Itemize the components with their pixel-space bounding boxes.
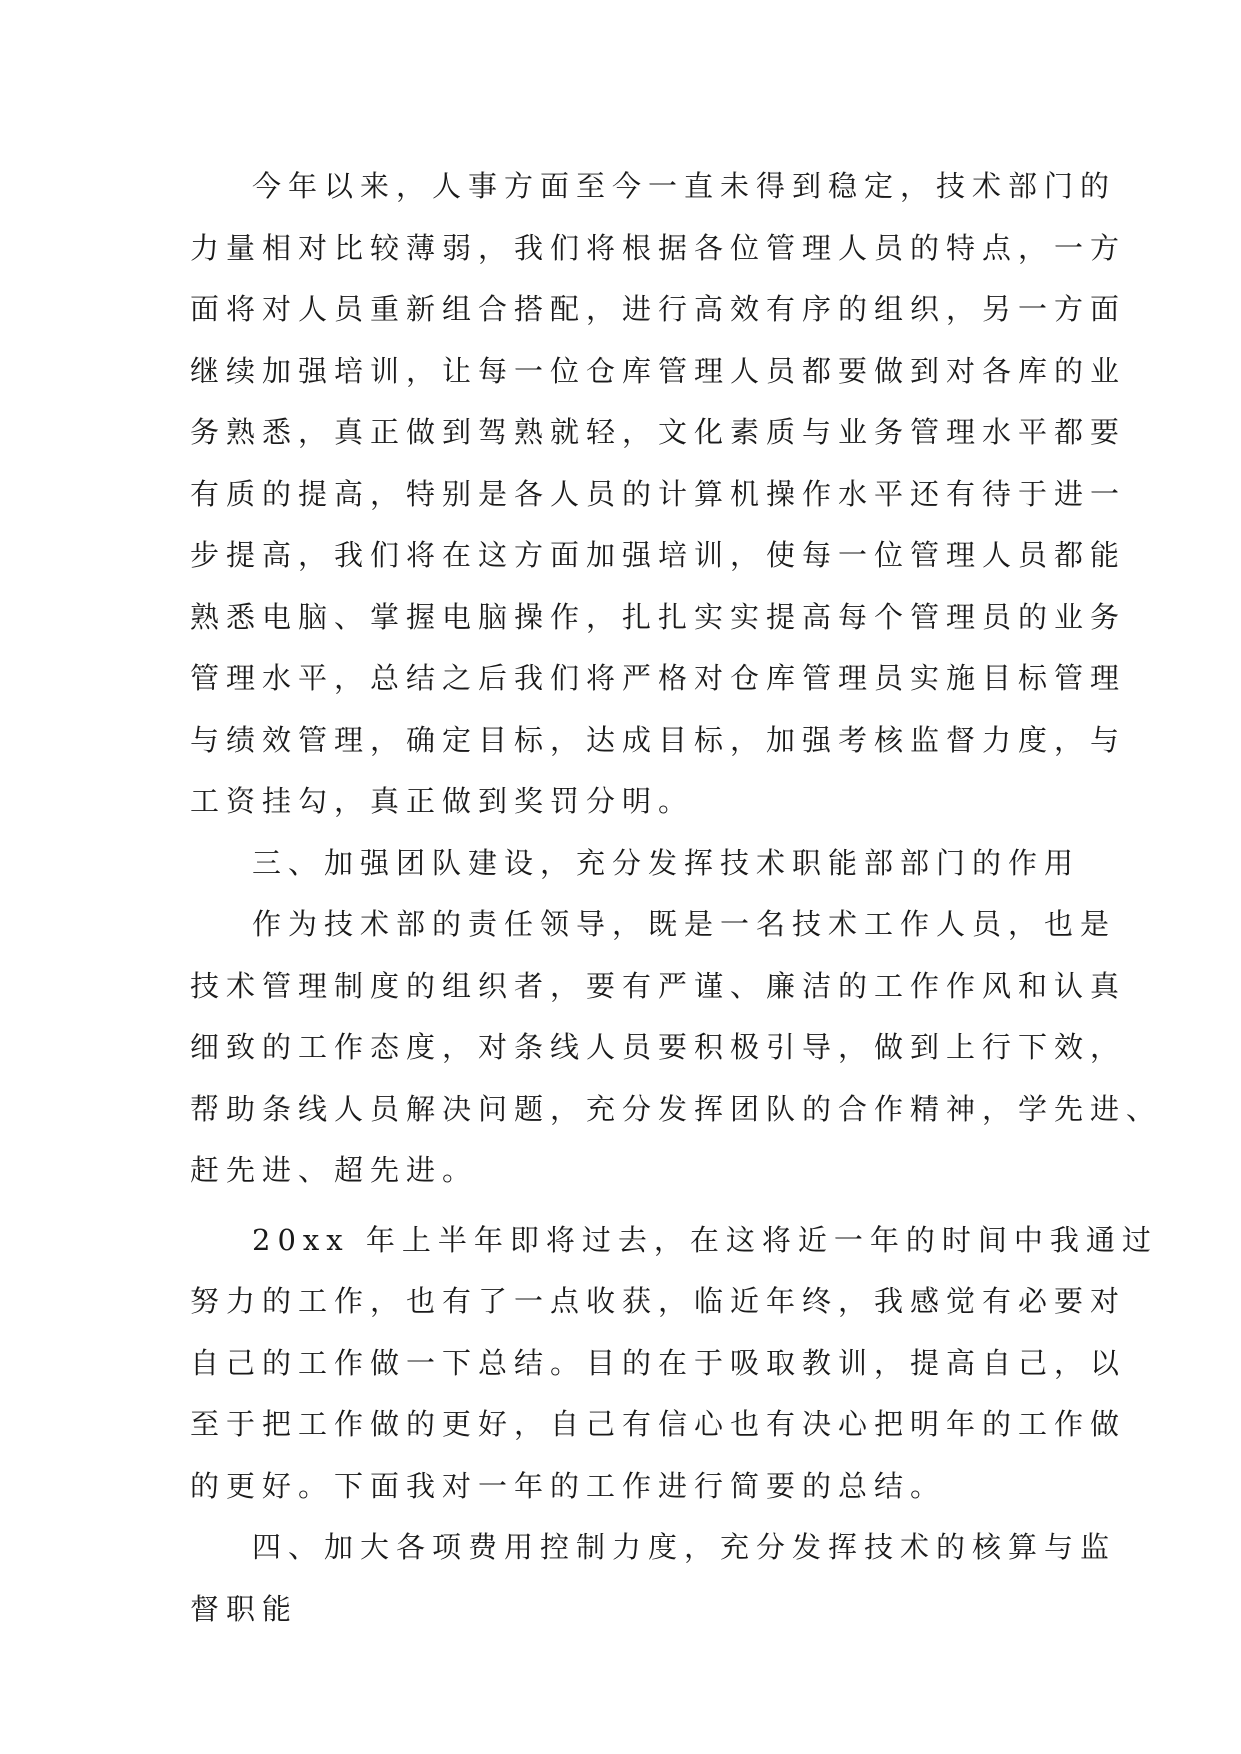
text-line: 赶先进、超先进。 [190,1153,479,1187]
text-line: 作为技术部的责任领导，既是一名技术工作人员，也是 [252,907,1117,941]
text-line: 帮助条线人员解决问题，充分发挥团队的合作精神，学先进、 [190,1091,1163,1126]
heading-line: 四、加大各项费用控制力度，充分发挥技术的核算与监 [252,1530,1117,1564]
text-line: 至于把工作做的更好，自己有信心也有决心把明年的工作做 [190,1407,1127,1441]
text-line: 的更好。下面我对一年的工作进行简要的总结。 [190,1468,947,1503]
text-line: 继续加强培训，让每一位仓库管理人员都要做到对各库的业 [190,353,1127,388]
text-line: 工资挂勾，真正做到奖罚分明。 [190,784,695,818]
text-line: 有质的提高，特别是各人员的计算机操作水平还有待于进一 [190,476,1127,511]
text-line: 今年以来，人事方面至今一直未得到稳定，技术部门的 [252,169,1117,203]
text-line: 步提高，我们将在这方面加强培训，使每一位管理人员都能 [190,538,1127,572]
section-heading-three [190,833,1081,895]
text-line: 力量相对比较薄弱，我们将根据各位管理人员的特点，一方 [190,230,1127,265]
heading-line: 督职能 [190,1591,299,1626]
text-line: 与绩效管理，确定目标，达成目标，加强考核监督力度，与 [190,722,1127,757]
text-line: 技术管理制度的组织者，要有严谨、廉洁的工作作风和认真 [190,968,1127,1003]
section-heading-four [190,1517,1117,1640]
text-line: 管理水平，总结之后我们将严格对仓库管理员实施目标管理 [190,661,1127,695]
text-line: 细致的工作态度，对条线人员要积极引导，做到上行下效， [190,1030,1127,1064]
paragraph-team-leader [190,894,1163,1202]
text-line: 面将对人员重新组合搭配，进行高效有序的组织，另一方面 [190,292,1127,326]
paragraph-half-year-summary [190,1210,1158,1518]
heading-line: 三、加强团队建设，充分发挥技术职能部部门的作用 [252,845,1081,880]
text-line: 努力的工作，也有了一点收获，临近年终，我感觉有必要对 [190,1284,1127,1318]
paragraph-spacer [190,1202,1070,1210]
document-body [190,156,1163,1640]
paragraph-staffing [190,156,1127,833]
text-line: 熟悉电脑、掌握电脑操作，扎扎实实提高每个管理员的业务 [190,599,1127,634]
text-line: 务熟悉，真正做到驾熟就轻，文化素质与业务管理水平都要 [190,415,1127,449]
text-line: 自己的工作做一下总结。目的在于吸取教训，提高自己，以 [190,1345,1127,1380]
text-line: 20xx 年上半年即将过去，在这将近一年的时间中我通过 [252,1222,1158,1257]
